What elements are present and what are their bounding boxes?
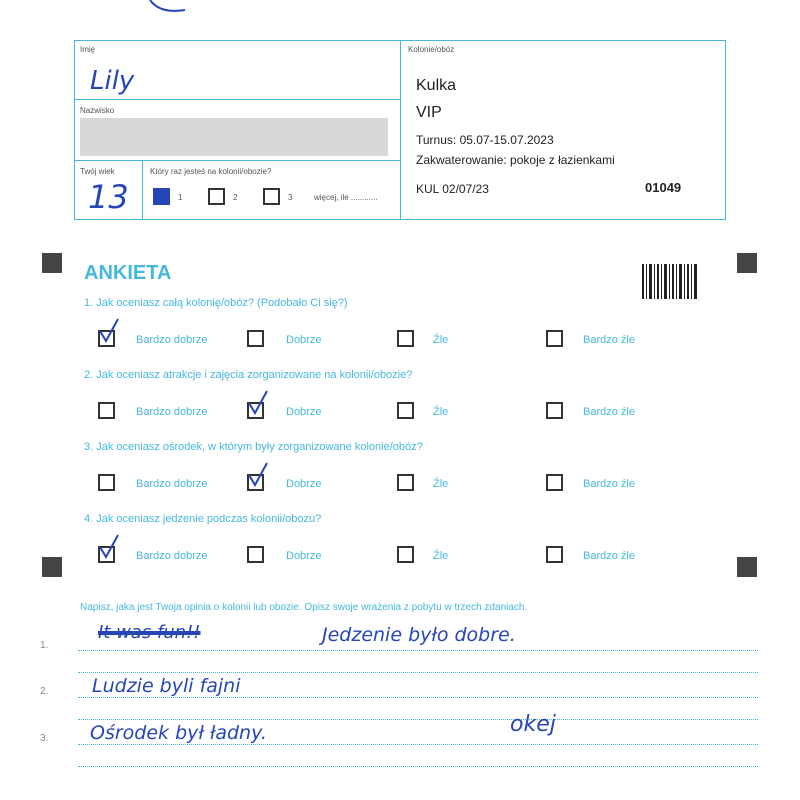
header-divider-vertical <box>400 40 401 219</box>
name-label: Imię <box>80 45 96 54</box>
question-2-option-3-label: Źle <box>433 406 449 418</box>
question-4-checkbox-4[interactable] <box>546 546 563 563</box>
question-1-option-1-label: Bardzo dobrze <box>136 334 208 346</box>
line-number-3: 3. <box>40 733 49 744</box>
registration-mark-bottom-left <box>42 557 62 577</box>
question-1-text: 1. Jak oceniasz całą kolonię/obóz? (Podobało Ci się?) <box>84 297 348 309</box>
question-4-checkbox-3[interactable] <box>397 546 414 563</box>
question-4-text: 4. Jak oceniasz jedzenie podczas kolonii/obozu? <box>84 513 322 525</box>
accommodation: Zakwaterowanie: pokoje z łazienkami <box>416 153 615 167</box>
question-3-checkbox-4[interactable] <box>546 474 563 491</box>
question-1-checkbox-3[interactable] <box>397 330 414 347</box>
header-divider-age <box>142 160 143 219</box>
header-divider-surname <box>74 160 401 161</box>
camp-code: KUL 02/07/23 <box>416 182 489 196</box>
question-1-checkmark <box>96 317 124 345</box>
times-label: Który raz jesteś na kolonii/obozie? <box>150 167 272 176</box>
times-checkbox-2[interactable] <box>208 188 225 205</box>
question-3-checkbox-1[interactable] <box>98 474 115 491</box>
question-4-option-4-label: Bardzo źle <box>583 550 635 562</box>
question-3-option-1-label: Bardzo dobrze <box>136 478 208 490</box>
question-3-option-4-label: Bardzo źle <box>583 478 635 490</box>
question-1-option-4-label: Bardzo źle <box>583 334 635 346</box>
question-1-checkbox-2[interactable] <box>247 330 264 347</box>
answer-line-1a <box>78 650 758 651</box>
question-3-checkmark <box>245 461 273 489</box>
answer-line-2a <box>78 697 758 698</box>
line-number-1: 1. <box>40 640 49 651</box>
question-3-option-2-label: Dobrze <box>286 478 322 490</box>
name-value[interactable]: Lily <box>90 66 135 96</box>
question-1-option-3-label: Źle <box>433 334 449 346</box>
question-3-option-3-label: Źle <box>433 478 449 490</box>
survey-title: ANKIETA <box>84 262 172 284</box>
times-option-2: 2 <box>233 193 238 202</box>
question-4-checkmark <box>96 533 124 561</box>
question-4-option-3-label: Źle <box>433 550 449 562</box>
line-number-2: 2. <box>40 686 49 697</box>
registration-mark-top-left <box>42 253 62 273</box>
question-2-option-2-label: Dobrze <box>286 406 322 418</box>
question-3-text: 3. Jak oceniasz ośrodek, w którym były zorganizowane kolonie/obóz? <box>84 441 423 453</box>
top-scribble <box>145 0 195 14</box>
turnus: Turnus: 05.07-15.07.2023 <box>416 133 554 147</box>
answer-line-1b <box>78 672 758 673</box>
age-label: Twój wiek <box>80 167 115 176</box>
answer-1-struck: It was fun!! <box>98 622 201 643</box>
surname-redacted <box>80 118 388 156</box>
question-2-checkbox-3[interactable] <box>397 402 414 419</box>
answer-3-extra: okej <box>510 712 556 737</box>
answer-1[interactable]: Jedzenie było dobre. <box>322 624 516 646</box>
answer-line-2b <box>78 719 758 720</box>
question-2-option-1-label: Bardzo dobrze <box>136 406 208 418</box>
question-2-checkbox-4[interactable] <box>546 402 563 419</box>
question-4-checkbox-2[interactable] <box>247 546 264 563</box>
camp-type: VIP <box>416 104 442 121</box>
question-4-option-2-label: Dobrze <box>286 550 322 562</box>
age-value[interactable]: 13 <box>88 178 129 216</box>
header-divider-name <box>74 99 401 100</box>
question-1-checkbox-4[interactable] <box>546 330 563 347</box>
times-option-1: 1 <box>178 193 183 202</box>
question-1-option-2-label: Dobrze <box>286 334 322 346</box>
question-3-checkbox-3[interactable] <box>397 474 414 491</box>
times-checkbox-3[interactable] <box>263 188 280 205</box>
camp-label: Kolonie/obóz <box>408 45 455 54</box>
times-checkbox-1[interactable] <box>153 188 170 205</box>
registration-mark-bottom-right <box>737 557 757 577</box>
form-number: 01049 <box>645 180 682 195</box>
question-2-text: 2. Jak oceniasz atrakcje i zajęcia zorganizowane na kolonii/obozie? <box>84 369 413 381</box>
question-2-checkmark <box>245 389 273 417</box>
question-2-checkbox-1[interactable] <box>98 402 115 419</box>
barcode <box>642 264 699 299</box>
times-more: więcej, ile ............ <box>314 193 378 202</box>
answer-3[interactable]: Ośrodek był ładny. <box>90 722 267 744</box>
times-option-3: 3 <box>288 193 293 202</box>
answer-line-3a <box>78 744 758 745</box>
camp-name: Kulka <box>416 77 457 94</box>
registration-mark-top-right <box>737 253 757 273</box>
answer-2[interactable]: Ludzie byli fajni <box>92 675 241 697</box>
question-2-option-4-label: Bardzo źle <box>583 406 635 418</box>
answer-line-3b <box>78 766 758 767</box>
surname-label: Nazwisko <box>80 106 115 115</box>
question-4-option-1-label: Bardzo dobrze <box>136 550 208 562</box>
opinion-prompt: Napisz, jaka jest Twoja opinia o kolonii lub obozie. Opisz swoje wrażenia z pobytu w trzech zdaniach. <box>80 602 528 613</box>
